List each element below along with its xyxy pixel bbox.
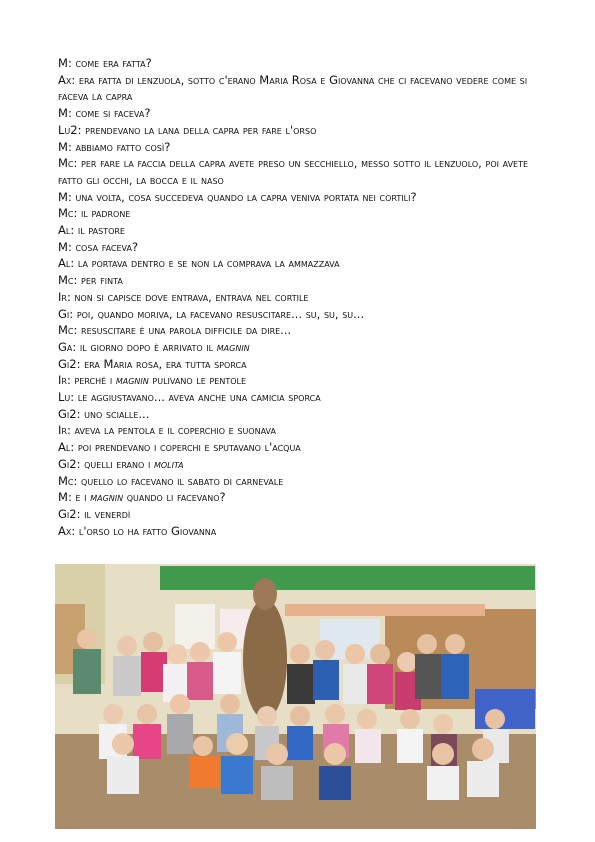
dialogue-line: Mc: resuscitare è una parola difficile da dire... [58, 323, 292, 338]
speaker-label: Al [58, 223, 71, 238]
speaker-label: Lu2 [58, 122, 78, 137]
dialogue-line: Mc: quello lo facevano il sabato di carnevale [58, 473, 284, 488]
dialect-term: magnin [216, 339, 250, 354]
line-text-after: pulivano le pentole [148, 373, 247, 388]
line-text: l'orso lo ha fatto Giovanna [78, 523, 217, 538]
line-text: una volta, cosa succedeva quando la capra veniva portata nei cortili? [75, 189, 417, 204]
line-text: era Maria rosa, era tutta sporca [84, 356, 247, 371]
line-text-after: quando li facevano? [123, 490, 226, 505]
dialogue-line: Gi2: quelli erano i molita [58, 456, 184, 471]
speaker-label: Gi2 [58, 506, 77, 521]
group-photo-image [55, 564, 536, 829]
line-text: il pastore [77, 223, 125, 238]
speaker-label: Al [58, 440, 71, 455]
speaker-label: Mc [58, 206, 74, 221]
dialogue-line: Ax: era fatta di lenzuola, sotto c'erano Maria Rosa e Giovanna che ci facevano vedere come si faceva la capra [58, 72, 528, 104]
line-text: come era fatta? [75, 56, 152, 70]
speaker-label: Ax [58, 72, 72, 87]
speaker-label: Gi2 [58, 456, 77, 471]
speaker-label: Al [58, 256, 71, 271]
dialogue-line: M: una volta, cosa succedeva quando la capra veniva portata nei cortili? [58, 189, 417, 204]
speaker-label: Gi [58, 306, 70, 321]
line-text: uno scialle... [84, 406, 150, 421]
line-text: per finta [81, 273, 123, 288]
line-text: il venerdì [84, 506, 131, 521]
dialect-term: molita [153, 456, 184, 471]
dialogue-line: Al: il pastore [58, 223, 125, 238]
dialogue-line: Ir: perché i magnin pulivano le pentole [58, 373, 247, 388]
line-text: la portava dentro e se non la comprava la ammazzava [77, 256, 340, 271]
dialogue-line: Gi2: era Maria rosa, era tutta sporca [58, 356, 247, 371]
dialogue-line: M: cosa faceva? [58, 239, 139, 254]
dialogue-line: M: abbiamo fatto così? [58, 139, 171, 154]
speaker-label: Ir [58, 423, 67, 438]
speaker-label: M [58, 106, 68, 121]
line-text: quelli erano i [84, 456, 154, 471]
line-text: cosa faceva? [75, 239, 139, 254]
speaker-label: Mc [58, 323, 74, 338]
line-text: per fare la faccia della capra avete preso un secchiello, messo sotto il lenzuolo, poi avete fatto gli occhi, la bocca e il naso [58, 156, 529, 187]
speaker-label: Gi2 [58, 406, 77, 421]
speaker-label: M [58, 239, 68, 254]
speaker-label: Lu [58, 390, 71, 405]
dialogue-line: Mc: per fare la faccia della capra avete preso un secchiello, messo sotto il lenzuolo, poi avete fatto gli occhi, la bocca e il naso [58, 156, 529, 187]
line-text: il padrone [81, 206, 131, 221]
line-text: prendevano la lana della capra per fare l'orso [85, 122, 317, 137]
dialogue-line: Ga: il giorno dopo è arrivato il magnin [58, 339, 250, 354]
speaker-label: Gi2 [58, 356, 77, 371]
speaker-label: Ir [58, 289, 67, 304]
line-text: era fatta di lenzuola, sotto c'erano Maria Rosa e Giovanna che ci facevano vedere come si faceva la capra [58, 72, 528, 104]
dialogue-line: Ir: non si capisce dove entrava, entrava nel cortile [58, 289, 309, 304]
line-text: poi, quando moriva, la facevano resuscitare... su, su, su... [76, 306, 365, 321]
line-text: resuscitare è una parola difficile da dire... [81, 323, 292, 338]
dialogue-line: Mc: per finta [58, 273, 123, 288]
dialogue-line: M: come si faceva? [58, 106, 151, 121]
dialogue-line: Ir: aveva la pentola e il coperchio e suonava [58, 423, 276, 438]
speaker-label: Mc [58, 473, 74, 488]
line-text: perché i [74, 373, 116, 388]
line-text: il giorno dopo è arrivato il [79, 339, 217, 354]
dialogue-line: Gi2: uno scialle... [58, 406, 150, 421]
dialect-term: magnin [90, 490, 124, 505]
dialogue-line: Lu: le aggiustavano... aveva anche una camicia sporca [58, 390, 321, 405]
line-text: le aggiustavano... aveva anche una camicia sporca [77, 390, 321, 405]
line-text: aveva la pentola e il coperchio e suonava [74, 423, 276, 438]
speaker-label: M [58, 490, 68, 505]
line-text: non si capisce dove entrava, entrava nel cortile [74, 289, 309, 304]
dialogue-line: Al: poi prendevano i coperchi e sputavano l'acqua [58, 440, 301, 455]
class-group-photo [55, 564, 536, 829]
dialogue-line: Al: la portava dentro e se non la comprava la ammazzava [58, 256, 340, 271]
dialogue-line: Ax: l'orso lo ha fatto Giovanna [58, 523, 217, 538]
line-text: poi prendevano i coperchi e sputavano l'acqua [77, 440, 301, 455]
dialogue-line: M: e i magnin quando li facevano? [58, 490, 226, 505]
speaker-label: M [58, 56, 68, 70]
dialogue-line: Mc: il padrone [58, 206, 131, 221]
speaker-label: M [58, 139, 68, 154]
speaker-label: Ax [58, 523, 72, 538]
dialect-term: magnin [115, 373, 149, 388]
speaker-label: Mc [58, 156, 74, 171]
speaker-label: Mc [58, 273, 74, 288]
line-text: abbiamo fatto così? [75, 139, 171, 154]
line-text: come si faceva? [75, 106, 151, 121]
speaker-label: M [58, 189, 68, 204]
dialogue-line: Gi2: il venerdì [58, 506, 131, 521]
dialogue-line: M: come era fatta? [58, 56, 152, 70]
line-text: e i [75, 490, 91, 505]
speaker-label: Ga [58, 339, 73, 354]
line-text: quello lo facevano il sabato di carnevale [81, 473, 284, 488]
dialogue-line: Gi: poi, quando moriva, la facevano resuscitare... su, su, su... [58, 306, 365, 321]
dialogue-line: Lu2: prendevano la lana della capra per fare l'orso [58, 122, 317, 137]
speaker-label: Ir [58, 373, 67, 388]
dialogue-transcript [58, 55, 548, 539]
